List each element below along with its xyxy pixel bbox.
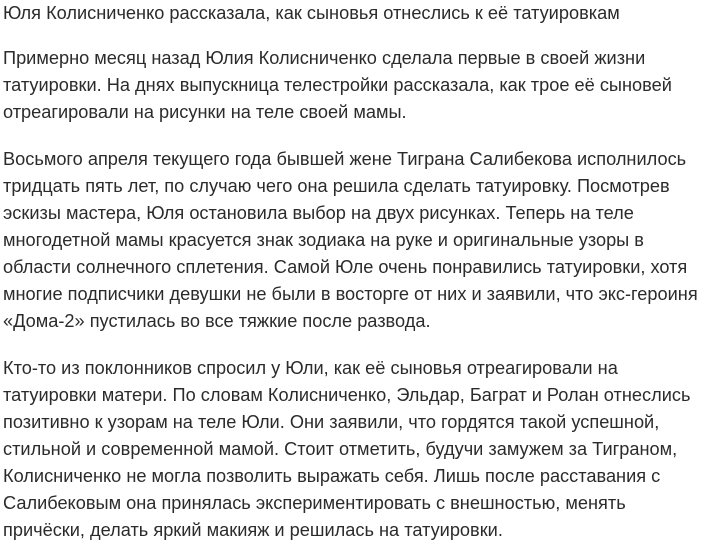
paragraph-line: Примерно месяц назад Юлия Колисниченко сделала первые в своей жизни (3, 48, 646, 68)
article (3, 0, 707, 544)
paragraph-line: тридцать пять лет, по случаю чего она решила сделать татуировку. Посмотрев (3, 176, 670, 196)
paragraph-line: Восьмого апреля текущего года бывшей жене Тиграна Салибекова исполнилось (3, 149, 687, 169)
article-paragraph (3, 45, 707, 126)
article-paragraph (3, 355, 707, 544)
paragraph-line: причёски, делать яркий макияж и решилась на татуировки. (3, 520, 503, 540)
paragraph-line: Колисниченко не могла позволить выражать себя. Лишь после расставания с (3, 466, 661, 486)
paragraph-line: Кто-то из поклонников спросил у Юли, как её сыновья отреагировали на (3, 358, 618, 378)
paragraph-line: многодетной мамы красуется знак зодиака на руке и оригинальные узоры в (3, 230, 644, 250)
paragraph-line: многие подписчики девушки не были в восторге от них и заявили, что экс-героиня (3, 284, 698, 304)
article-title: Юля Колисниченко рассказала, как сыновья отнеслись к её татуировкам (3, 3, 620, 23)
paragraph-line: стильной и современной мамой. Стоит отметить, будучи замужем за Тиграном, (3, 439, 678, 459)
paragraph-line: татуировки матери. По словам Колисниченко, Эльдар, Баграт и Ролан отнеслись (3, 385, 691, 405)
article-paragraph (3, 146, 707, 335)
paragraph-line: Салибековым она принялась экспериментировать с внешностью, менять (3, 493, 626, 513)
paragraph-line: позитивно к узорам на теле Юли. Они заявили, что гордятся такой успешной, (3, 412, 660, 432)
paragraph-line: отреагировали на рисунки на теле своей мамы. (3, 102, 407, 122)
paragraph-line: татуировки. На днях выпускница телестройки рассказала, как трое её сыновей (3, 75, 672, 95)
paragraph-line: эскизы мастера, Юля остановила выбор на двух рисунках. Теперь на теле (3, 203, 634, 223)
paragraph-line: области солнечного сплетения. Самой Юле очень понравились татуировки, хотя (3, 257, 688, 277)
paragraph-line: «Дома-2» пустилась во все тяжкие после развода. (3, 311, 431, 331)
